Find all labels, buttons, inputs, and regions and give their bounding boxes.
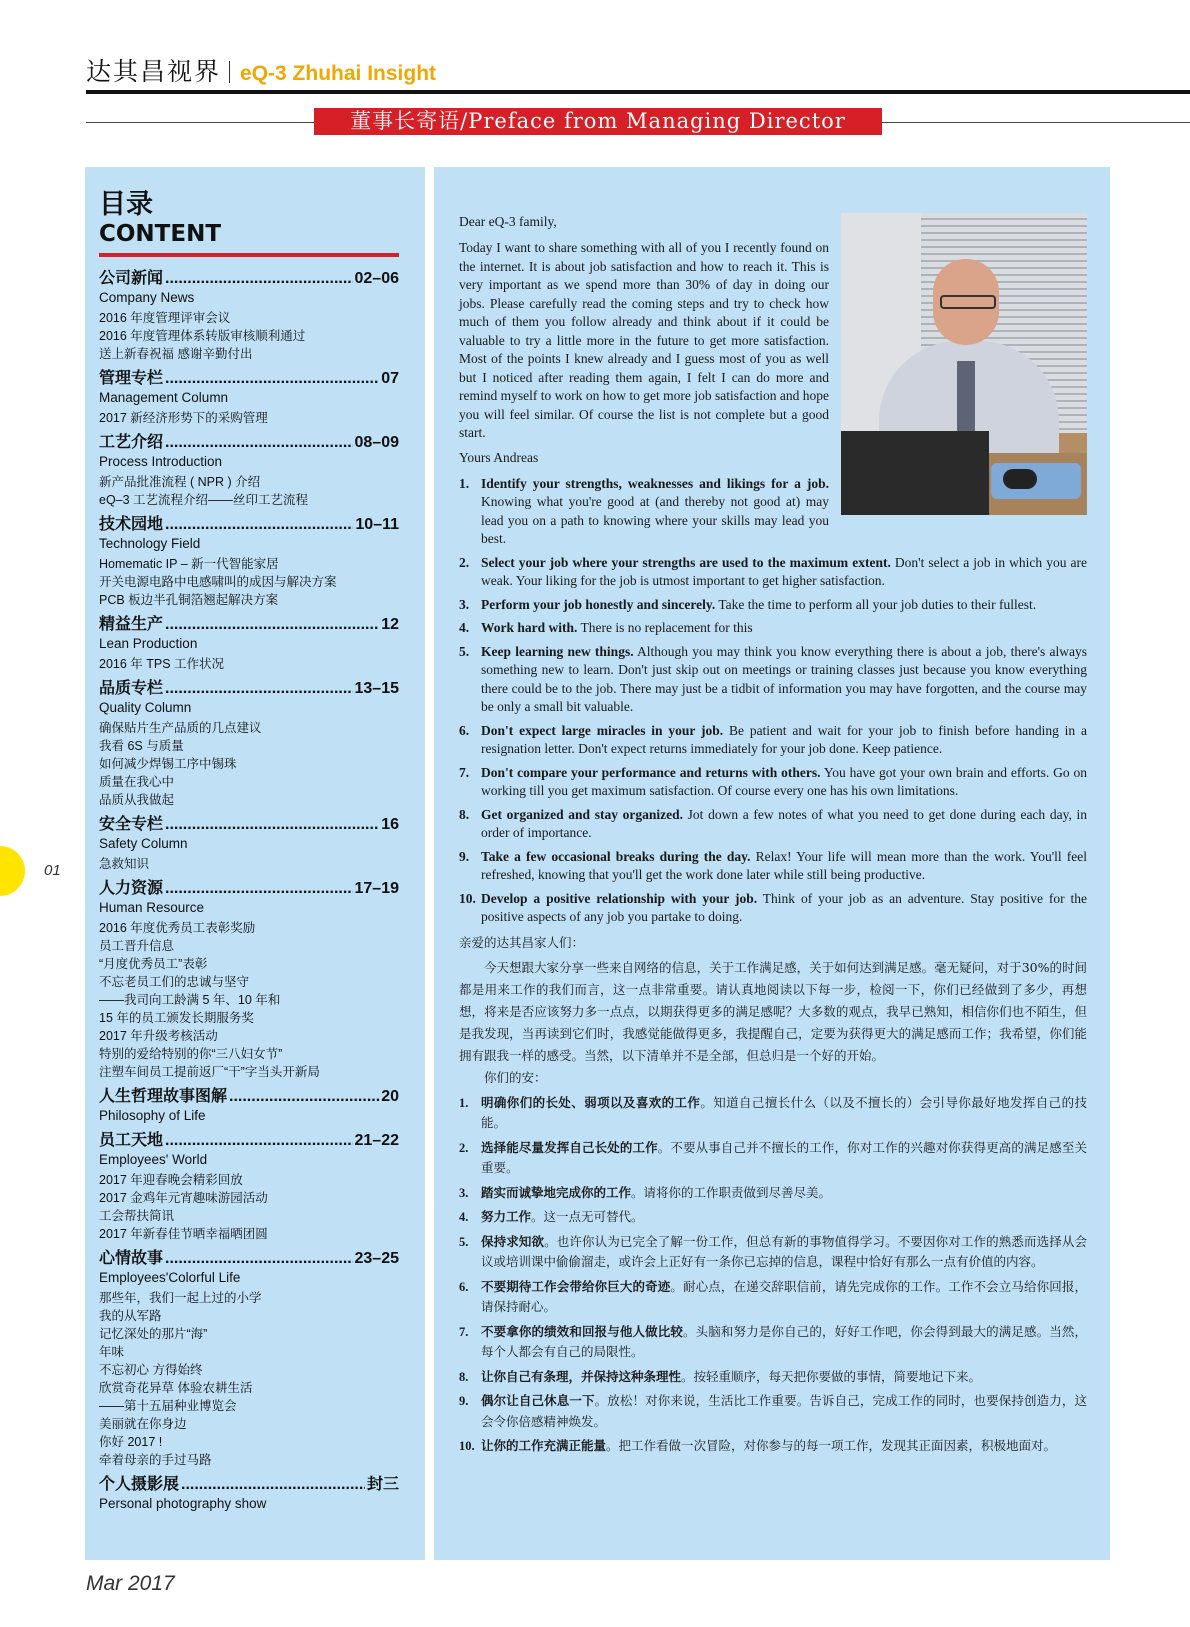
- tip-item-cn: [459, 1391, 1087, 1432]
- toc-section-pages: 10–11: [355, 516, 399, 533]
- tip-number: 3.: [459, 596, 470, 612]
- tip-number: 5.: [459, 643, 470, 659]
- toc-section: [99, 879, 399, 1081]
- toc-entry: 开关电源电路中电感啸叫的成因与解决方案: [99, 575, 337, 589]
- toc-section: [99, 1087, 399, 1125]
- letter-cn: [459, 933, 1087, 1457]
- toc-section-subtitle: Philosophy of Life: [99, 1108, 206, 1123]
- toc-section-heading: [99, 615, 399, 635]
- letter-body-en: Today I want to share something with all of you I recently found on the internet. It is about job satisfaction and how to reach it. This is very important as we spend more than 30% of day in doing our jobs. Please carefully read the coming steps and try to check how much of them you follow already and think about if it could be valuable to try a little more in the future to get more satisfaction. Most of the points I knew already and I guess most of you as well but I noticed after reading them again, I felt I can do more and remind myself to work on how to get more job satisfaction and hope you will feel similar. Of course the list is not complete but a good start.: [459, 240, 829, 440]
- toc-leader-dots: [229, 1087, 379, 1107]
- page-number: 01: [44, 862, 61, 879]
- toc-entry: 欣赏奇花异草 体验农耕生活: [99, 1381, 253, 1395]
- toc-section-title: 个人摄影展: [99, 1476, 180, 1493]
- tip-text: 。按轻重顺序，每天把你要做的事情，简要地记下来。: [681, 1368, 982, 1384]
- tip-text: Be patient and wait for your job to finish before handing in a resignation letter. Don't expect returns immediately for your job done. Keep patience.: [481, 722, 1087, 756]
- toc-section-pages: 12: [381, 616, 399, 633]
- tip-item-cn: [459, 1138, 1087, 1179]
- toc-entry: ——第十五届种业博览会: [99, 1399, 237, 1413]
- toc-section-heading: [99, 1087, 399, 1107]
- letter-panel: [434, 167, 1110, 1560]
- tip-heading: Perform your job honestly and sincerely.: [481, 596, 716, 612]
- toc-section-heading: [99, 879, 399, 899]
- tip-item-cn: [459, 1322, 1087, 1363]
- toc-entry: 2016 年 TPS 工作状况: [99, 657, 225, 671]
- toc-entry: 那些年，我们一起上过的小学: [99, 1291, 262, 1305]
- toc-leader-dots: [165, 615, 379, 635]
- toc-section-heading: [99, 369, 399, 389]
- toc-entry: 2016 年度优秀员工表彰奖励: [99, 921, 256, 935]
- toc-section: [99, 369, 399, 427]
- tip-heading: 努力工作: [481, 1209, 532, 1224]
- toc-entry: “月度优秀员工”表彰: [99, 957, 208, 971]
- toc-entry: 年味: [99, 1345, 125, 1359]
- director-photo: [841, 213, 1087, 515]
- tip-heading: 偶尔让自己休息一下: [481, 1393, 595, 1408]
- tip-item-en: [459, 596, 1087, 615]
- tip-text: 。请将你的工作职责做到尽善尽美。: [631, 1184, 832, 1200]
- tip-text: 。头脑和努力是你自己的，好好工作吧，你会得到最大的满足感。当然，每个人都会有自己的局限性。: [481, 1323, 1087, 1359]
- masthead-divider: [229, 61, 230, 83]
- toc-entry: 质量在我心中: [99, 775, 175, 789]
- toc-entry: 注塑车间员工提前返厂“干”字当头开新局: [99, 1065, 320, 1079]
- tip-text: You have got your own brain and efforts. Go on working till you get maximum satisfaction. Of course every one has his own limitations.: [481, 764, 1087, 798]
- toc-entry: 不忘老员工们的忠诚与坚守: [99, 975, 250, 989]
- letter-greeting-en: Dear eQ-3 family,: [459, 214, 557, 229]
- toc-entry: 如何减少焊锡工序中锡珠: [99, 757, 237, 771]
- tip-text: Relax! Your life will mean more than the work. You'll feel refreshed, knowing that you'll get the work done later while still being productive.: [481, 848, 1087, 882]
- toc-leader-dots: [165, 433, 352, 453]
- tip-heading: Develop a positive relationship with your job.: [481, 890, 758, 906]
- toc-section-heading: [99, 1131, 399, 1151]
- tip-number: 9.: [459, 1394, 469, 1408]
- toc-section-list: [99, 269, 399, 1513]
- tip-heading: Don't expect large miracles in your job.: [481, 722, 724, 738]
- tip-heading: Identify your strengths, weaknesses and likings for a job.: [481, 475, 829, 491]
- tip-text: 。不要从事自己并不擅长的工作，你对工作的兴趣对你获得更高的满足感至关重要。: [481, 1139, 1087, 1175]
- tip-number: 9.: [459, 848, 470, 864]
- toc-section-subtitle: Personal photography show: [99, 1496, 267, 1511]
- toc-section-subtitle: Employees'Colorful Life: [99, 1270, 241, 1285]
- tip-item-en: [459, 554, 1087, 591]
- tip-item-cn: [459, 1207, 1087, 1228]
- tip-item-cn: [459, 1093, 1087, 1134]
- tip-item-en: [459, 848, 1087, 885]
- tip-number: 1.: [459, 1095, 469, 1110]
- tip-heading: 不要拿你的绩效和回报与他人做比较: [481, 1323, 684, 1339]
- tip-heading: 选择能尽量发挥自己长处的工作: [481, 1139, 658, 1155]
- toc-section: [99, 515, 399, 609]
- tip-text: 。这一点无可替代。: [531, 1209, 644, 1224]
- letter-greeting-cn: 亲爱的达其昌家人们：: [459, 934, 585, 950]
- issue-date: Mar 2017: [86, 1572, 175, 1595]
- page-tab-marker: [0, 846, 25, 896]
- tip-heading: 不要期待工作会带给你巨大的奇迹: [481, 1278, 671, 1294]
- tip-heading: Keep learning new things.: [481, 643, 634, 659]
- toc-entry: 确保贴片生产品质的几点建议: [99, 721, 262, 735]
- masthead: [86, 52, 436, 92]
- tip-heading: Don't compare your performance and returns with others.: [481, 764, 821, 780]
- tip-number: 1.: [459, 475, 470, 491]
- toc-section-subtitle: Management Column: [99, 390, 229, 405]
- tip-number: 3.: [459, 1185, 469, 1200]
- tip-text: Take the time to perform all your job duties to their fullest.: [715, 596, 1037, 612]
- toc-section: [99, 815, 399, 873]
- toc-section: [99, 1131, 399, 1243]
- tip-number: 8.: [459, 1369, 469, 1384]
- toc-section-title: 技术园地: [99, 516, 164, 533]
- toc-section: [99, 615, 399, 673]
- toc-leader-dots: [165, 269, 352, 289]
- toc-section-pages: 07: [381, 370, 399, 387]
- toc-section: [99, 1475, 399, 1513]
- tips-list-en: [459, 475, 1087, 927]
- toc-entry: 2016 年度管理体系转版审核顺利通过: [99, 329, 306, 343]
- toc-section-title: 管理专栏: [99, 370, 164, 387]
- toc-section-title: 安全专栏: [99, 816, 164, 833]
- toc-section: [99, 269, 399, 363]
- tip-number: 2.: [459, 1140, 469, 1155]
- tip-heading: 踏实而诚挚地完成你的工作: [481, 1184, 632, 1200]
- toc-entry: 我看 6S 与质量: [99, 739, 184, 753]
- toc-entry: 你好 2017 !: [99, 1435, 163, 1449]
- tip-text: Think of your job as an adventure. Stay positive for the positive aspects of any job you partake to doing.: [481, 890, 1088, 924]
- tip-item-en: [459, 764, 1087, 801]
- toc-entry: 品质从我做起: [99, 793, 175, 807]
- toc-section-subtitle: Technology Field: [99, 536, 201, 551]
- toc-section-heading: [99, 433, 399, 453]
- preface-banner: 董事长寄语/Preface from Managing Director: [314, 108, 882, 135]
- toc-section-subtitle: Lean Production: [99, 636, 198, 651]
- tip-text: 。也许你认为已完全了解一份工作，但总有新的事物值得学习。不要因你对工作的熟悉而选择从会议或培训课中偷偷溜走，或许会上正好有一条你已忘掉的信息，课程中恰好有那么一点有价值的内容。: [481, 1233, 1087, 1269]
- toc-divider: [99, 253, 399, 257]
- toc-leader-dots: [181, 1475, 365, 1495]
- toc-section-title: 公司新闻: [99, 270, 164, 287]
- toc-section-heading: [99, 1249, 399, 1269]
- toc-entry: 15 年的员工颁发长期服务奖: [99, 1011, 254, 1025]
- tip-heading: 保持求知欲: [481, 1233, 545, 1249]
- toc-entry: 特别的爱给特别的你“三八妇女节”: [99, 1047, 283, 1061]
- toc-entry: 记忆深处的那片“海”: [99, 1327, 208, 1341]
- toc-section-subtitle: Employees' World: [99, 1152, 208, 1167]
- tip-number: 4.: [459, 1210, 469, 1224]
- tip-item-cn: [459, 1277, 1087, 1318]
- toc-section-title: 品质专栏: [99, 680, 164, 697]
- toc-section-subtitle: Safety Column: [99, 836, 188, 851]
- toc-entry: 我的从军路: [99, 1309, 162, 1323]
- tip-text: 。耐心点，在递交辞职信前，请先完成你的工作。工作不会立马给你回报，请保持耐心。: [481, 1278, 1087, 1314]
- toc-section-subtitle: Human Resource: [99, 900, 205, 915]
- toc-leader-dots: [165, 815, 379, 835]
- tip-item-en: [459, 890, 1087, 927]
- toc-section-pages: 02–06: [354, 270, 399, 287]
- tip-text: Jot down a few notes of what you need to get done during each day, in order of importance.: [481, 806, 1087, 840]
- toc-leader-dots: [165, 679, 352, 699]
- tip-number: 4.: [459, 620, 470, 635]
- letter: [459, 213, 1087, 1461]
- tip-item-cn: [459, 1232, 1087, 1273]
- toc-entry: 2017 年迎春晚会精彩回放: [99, 1173, 243, 1187]
- tip-heading: 让你自己有条理，并保持这种条理性: [481, 1368, 682, 1384]
- toc-section-title: 人力资源: [99, 880, 164, 897]
- tip-item-en: [459, 619, 1087, 638]
- tip-text: Don't select a job in which you are weak. Your liking for the job is utmost important to get higher satisfaction.: [481, 554, 1087, 588]
- tip-text: 。放松！对你来说，生活比工作重要。告诉自己，完成工作的同时，也要保持创造力，这会令你倍感精神焕发。: [481, 1393, 1087, 1429]
- tip-item-en: [459, 722, 1087, 759]
- toc-leader-dots: [165, 879, 352, 899]
- toc-leader-dots: [165, 1131, 352, 1151]
- toc-section-title: 精益生产: [99, 616, 164, 633]
- toc-section-subtitle: Process Introduction: [99, 454, 223, 469]
- tip-heading: Get organized and stay organized.: [481, 806, 684, 822]
- toc-entry: 不忘初心 方得始终: [99, 1363, 203, 1377]
- toc-section-title: 工艺介绍: [99, 434, 164, 451]
- letter-body-cn: 今天想跟大家分享一些来自网络的信息，关于工作满足感，关于如何达到满足感。毫无疑问，对于30%的时间都是用来工作的我们而言，这一点非常重要。请认真地阅读以下每一步，检阅一下，你们已经做到了多少，再想想，将来是否应该努力多一点点，以期获得更多的满足感呢？大多数的观点，我早已熟知，相信你们也不陌生，但是我发现，当再读到它们时，我感觉能做得更多，我提醒自己，定要为获得更大的满足感而工作；我希望，你们能拥有跟我一样的感受。当然，以下清单并不是全部，但总归是一个好的开始。: [459, 959, 1087, 1063]
- toc-section-pages: 封三: [366, 1476, 399, 1493]
- toc-section-pages: 20: [381, 1088, 399, 1105]
- tip-number: 10.: [459, 890, 476, 906]
- toc-section-pages: 17–19: [354, 880, 399, 897]
- tip-text: There is no replacement for this: [577, 620, 753, 635]
- masthead-title-cn: 达其昌视界: [86, 57, 222, 86]
- tip-number: 7.: [459, 1324, 469, 1339]
- toc-section-heading: [99, 679, 399, 699]
- tips-list-cn: [459, 1093, 1087, 1457]
- toc-section-title: 心情故事: [99, 1250, 164, 1267]
- photo-tie: [957, 361, 975, 441]
- letter-signature-en: Yours Andreas: [459, 449, 539, 465]
- toc-section-subtitle: Quality Column: [99, 700, 192, 715]
- tip-item-cn: [459, 1183, 1087, 1204]
- toc-entry: Homematic IP – 新一代智能家居: [99, 557, 279, 571]
- tip-text: Knowing what you're good at (and thereby not good at) may lead you on a path to knowing where your skills may lead you best.: [481, 494, 829, 546]
- toc-leader-dots: [165, 1249, 352, 1269]
- photo-glasses: [940, 295, 996, 309]
- tip-number: 6.: [459, 1279, 469, 1294]
- toc-section-pages: 21–22: [354, 1132, 399, 1149]
- toc-section-title: 人生哲理故事图解: [99, 1088, 228, 1105]
- masthead-title-en: eQ-3 Zhuhai Insight: [240, 62, 437, 85]
- tip-text: 。把工作看做一次冒险，对你参与的每一项工作，发现其正面因素，积极地面对。: [606, 1438, 1057, 1453]
- tip-heading: Select your job where your strengths are used to the maximum extent.: [481, 554, 891, 570]
- toc-leader-dots: [165, 369, 379, 389]
- toc-section-heading: [99, 815, 399, 835]
- tip-heading: Work hard with.: [481, 620, 578, 635]
- tip-number: 2.: [459, 554, 470, 570]
- toc-entry: 2017 年新春佳节晒幸福晒团圆: [99, 1227, 268, 1241]
- toc-entry: 2016 年度管理评审会议: [99, 311, 231, 325]
- toc-panel: [85, 167, 425, 1560]
- toc-section-subtitle: Company News: [99, 290, 195, 305]
- tip-text: Although you may think you know everything there is about a job, there's always something new to learn. Don't just skip out on meetings or training classes just because you know everything there could be to the job. There may just be a tidbit of information you may have forgotten, and the course may be only a small bit valuable.: [481, 643, 1087, 714]
- toc-entry: 送上新春祝福 感谢辛勤付出: [99, 347, 253, 361]
- toc-section-pages: 13–15: [354, 680, 399, 697]
- tip-number: 7.: [459, 764, 470, 780]
- tip-item-cn: [459, 1436, 1087, 1457]
- toc-entry: 急救知识: [99, 857, 150, 871]
- tip-number: 8.: [459, 806, 470, 822]
- toc-section: [99, 1249, 399, 1469]
- toc-section: [99, 433, 399, 509]
- letter-signature-cn: 你们的安：: [484, 1069, 547, 1085]
- masthead-rule: [86, 90, 1190, 94]
- toc-inner: [99, 189, 399, 1519]
- tip-item-cn: [459, 1367, 1087, 1388]
- toc-entry: 工会帮扶简讯: [99, 1209, 175, 1223]
- toc-entry: 牵着母亲的手过马路: [99, 1453, 212, 1467]
- toc-entry: 员工晋升信息: [99, 939, 175, 953]
- toc-entry: 2017 新经济形势下的采购管理: [99, 411, 268, 425]
- tip-heading: Take a few occasional breaks during the day.: [481, 848, 751, 864]
- toc-entry: PCB 板边半孔铜箔翘起解决方案: [99, 593, 279, 607]
- toc-entry: 美丽就在你身边: [99, 1417, 187, 1431]
- toc-entry: ——我司向工龄满 5 年、10 年和: [99, 993, 281, 1007]
- tip-number: 6.: [459, 722, 470, 738]
- tip-heading: 明确你们的长处、弱项以及喜欢的工作: [481, 1094, 701, 1110]
- toc-title-cn: 目录: [99, 189, 153, 220]
- toc-entry: 2017 年升级考核活动: [99, 1029, 218, 1043]
- toc-leader-dots: [165, 515, 353, 535]
- tip-text: 。知道自己擅长什么（以及不擅长的）会引导你最好地发挥自己的技能。: [481, 1094, 1087, 1130]
- tip-number: 5.: [459, 1234, 469, 1249]
- toc-entry: 2017 金鸡年元宵趣味游园活动: [99, 1191, 268, 1205]
- toc-section-title: 员工天地: [99, 1132, 164, 1149]
- toc-section-pages: 16: [381, 816, 399, 833]
- toc-section-pages: 08–09: [354, 434, 399, 451]
- toc-section-heading: [99, 1475, 399, 1495]
- toc-section: [99, 679, 399, 809]
- toc-section-heading: [99, 269, 399, 289]
- tip-item-en: [459, 806, 1087, 843]
- tip-heading: 让你的工作充满正能量: [481, 1438, 607, 1453]
- tip-number: 10.: [459, 1439, 475, 1453]
- toc-entry: 新产品批准流程 ( NPR ) 介绍: [99, 475, 261, 489]
- toc-entry: eQ–3 工艺流程介绍——丝印工艺流程: [99, 493, 309, 507]
- tip-item-en: [459, 643, 1087, 717]
- tip-item-en: [459, 475, 1087, 549]
- toc-section-heading: [99, 515, 399, 535]
- toc-title-en: CONTENT: [99, 221, 222, 247]
- toc-section-pages: 23–25: [354, 1250, 399, 1267]
